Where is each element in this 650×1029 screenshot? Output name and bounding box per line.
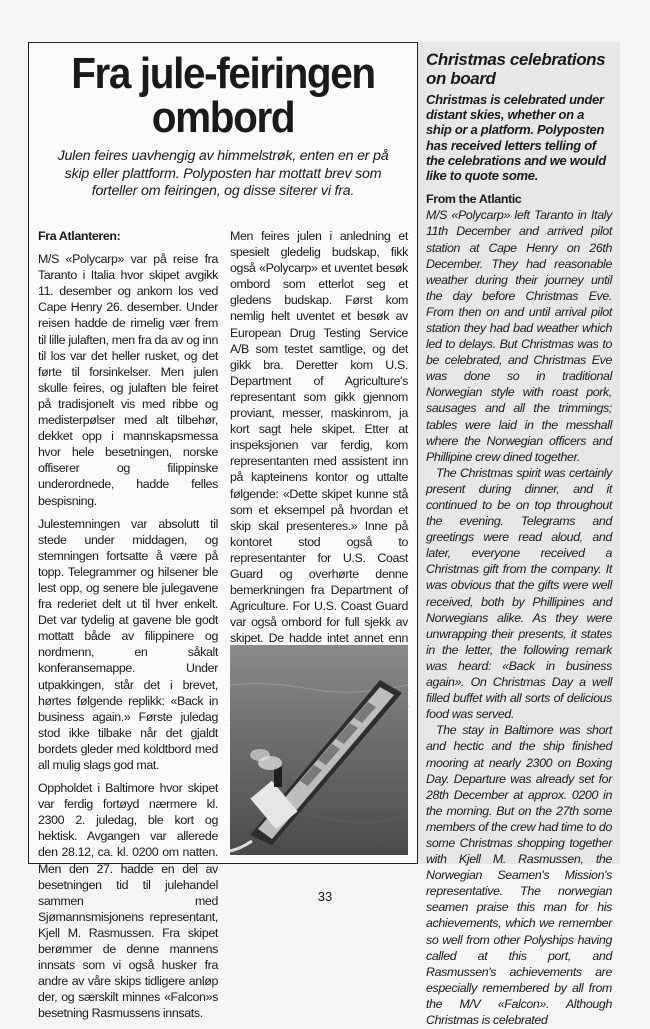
sidebar-lead: Christmas is celebrated under distant skies, whether on a ship or a platform. Polyposten has received letters telling of the celebrations and we would like to quote some. — [426, 92, 606, 184]
article-headline: Fra jule-feiringen ombord — [71, 49, 375, 142]
article-paragraph: M/S «Polycarp» var på reise fra Taranto i Italia hvor skipet avgikk 11. desember og ankom los ved Cape Henry 26. desember. Under reisen hadde de rimelig vær frem til lille julaften, men fra da av og inn til los var det heller rusket, og det førte til forsinkelser. Men julen skulle feires, og julaften ble feiret på tradisjonelt vis med ribbe og medisterpølser med alt tilbehør, dekket opp i mannskapsmessa hvor hele besetningen, norske offiserer og filippinske underordnede, hadde felles bespisning. — [38, 252, 218, 508]
sidebar-section-heading: From the Atlantic — [426, 192, 522, 207]
english-summary-sidebar — [417, 42, 620, 1027]
sidebar-paragraph: The Christmas spirit was certainly present during dinner, and it continued to be on top throughout the evening. Telegrams and greetings were read aloud, and later, everyone received a Christmas gift from the company. It was obvious that the gifts were well received, both by Phillipines and Norwegians alike. As they were unwrapping their presents, it states in the letter, the following remark was heard: «Back in business again». On Christmas Day a well filled buffet with all sorts of delicious food was served. — [426, 465, 612, 722]
ship-photo — [230, 645, 408, 855]
article-lead: Julen feires uavhengig av himmelstrøk, enten en er på skip eller plattform. Polyposten har mottatt brev som forteller om feiringen, og disse siterer vi fra. — [57, 148, 389, 199]
sidebar-title: Christmas celebrations on board — [426, 50, 606, 88]
sidebar-paragraph: M/S «Polycarp» left Taranto in Italy 11th December and arrived pilot station at Cape Henry on 26th December. They had reasonable weather during their journey until the day before Christmas Eve. From then on and until arrival pilot station they had bad weather which led to delays. But Christmas was to be celebrated, and Christmas Eve was done so in traditional Norwegian style with roast pork, sausages and all the trimmings; tables were laid in the messhall where the Norwegian officers and Phillipine crew dined together. — [426, 208, 612, 464]
article-paragraph: Julestemningen var absolutt til stede under middagen, og stemningen fortsatte å være på topp. Telegrammer og hilsener ble lest opp, og senere ble julegavene fra rederiet delt ut til hver enkelt. Det var tydelig at gavene ble godt mottatt både av filippinere og nordmenn, en såkalt konferansemappe. Under utpakkingen, står det i brevet, hørtes følgende replikk: «Back in business again.» Første juledag stod ikke tilbake når det gjaldt bordets gleder med koldtbord med all mulig slags god mat. — [38, 516, 218, 772]
article-paragraph: Men feires julen i anledning et spesielt gledelig budskap, fikk også «Polycarp» et uventet besøk ombord som etterlot seg et gledens budskap. Først kom nemlig helt uventet et besøk av European Drug Testing Service A/B som testet samtlige, og det gikk bra. Deretter kom U.S. Department of Agriculture's representant som gikk gjennom proviant, messer, maskinrom, ja kort sagt hele skipet. Etter at inspeksjonen var ferdig, kom representanten med assistent inn på kapteinens kontor og uttalte følgende: «Dette skipet kunne stå som et eksempel på hvordan et skip skal presenteres.» Inne på kontoret stod også to representanter for U.S. Coast Guard og overhørte denne bemerkningen fra Department of Agriculture. For U.S. Coast Guard var også ombord for full sjekk av skipet. De hadde intet annet enn — [230, 229, 408, 646]
article-paragraph: Oppholdet i Baltimore hvor skipet var ferdig fortøyd nærmere kl. 2300 2. juledag, ble kort og hektisk. Avgangen var allerede den 28.12, ca. kl. 0200 om natten. Men den 27. hadde en del av besetningen tid til julehandel sammen med Sjømannsmisjonens representant, Kjell M. Rasmussen. Fra skipet berømmer de denne mannens innsats som vi også husker fra andre av våre skips tidligere anløp der, og særskilt minnes «Falcon»s besetning Rasmussens innsats. — [38, 781, 218, 1021]
sidebar-paragraph: The stay in Baltimore was short and hectic and the ship finished mooring at nearly 2300 on Boxing Day. Departure was already set for 28th December at approx. 0200 in the morning. But on the 27th some members of the crew had time to do some Christmas shopping together with Kjell M. Rasmussen, the Norwegian Seamen's Mission's representative. The norwegian seamen praise this man for his achievements, which we remember so well from other Polyships having called at this port, and Rasmussen's achievements are especially remembered by all from the M/V «Falcon». Although Christmas is celebrated — [426, 723, 612, 1027]
section-heading: Fra Atlanteren: — [38, 229, 121, 243]
ship-illustration — [230, 645, 408, 855]
page-number: 33 — [317, 889, 333, 904]
article-column-1 — [38, 228, 218, 1029]
